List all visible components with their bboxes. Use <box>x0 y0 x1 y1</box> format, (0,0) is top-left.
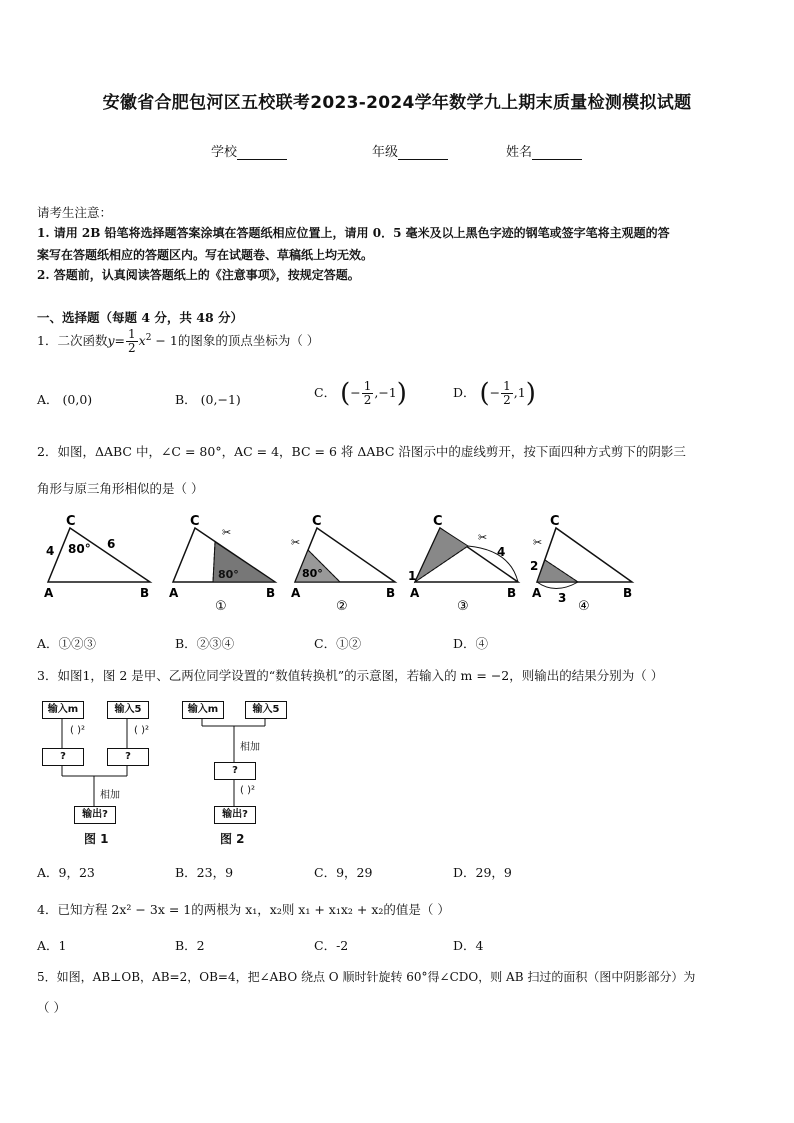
svg-text:A: A <box>169 586 179 600</box>
q1-option-b[interactable]: B． (0,−1) <box>175 392 241 407</box>
square-op: ( )² <box>240 785 255 796</box>
figure-2-caption: 图 2 <box>220 832 245 846</box>
question-2-line-2: 角形与原三角形相似的是（ ） <box>37 481 204 496</box>
input-m-box: 输入m <box>42 701 84 719</box>
input-5-box: 输入5 <box>107 701 149 719</box>
intermediate-box: ? <box>42 748 84 766</box>
svg-text:80°: 80° <box>302 567 323 580</box>
square-op: ( )² <box>70 725 85 736</box>
q3-option-a[interactable]: A．9，23 <box>37 865 95 880</box>
svg-text:2: 2 <box>530 559 539 573</box>
add-op: 相加 <box>100 790 120 801</box>
svg-text:C: C <box>433 514 443 529</box>
notice-item-1-line-1: 1. 请用 2B 铅笔将选择题答案涂填在答题纸相应位置上，请用 0．5 毫米及以上黑色字迹的钢笔或签字笔将主观题的答 <box>37 226 670 240</box>
input-m-box: 输入m <box>182 701 224 719</box>
vertex-c-label: C <box>66 514 76 529</box>
question-4: 4．已知方程 2x² − 3x = 1的两根为 x₁，x₂则 x₁ + x₁x₂ + x₂的值是（ ） <box>37 902 450 917</box>
svg-text:4: 4 <box>497 545 506 559</box>
svg-text:B: B <box>266 586 276 600</box>
name-field: 姓名 <box>506 141 582 160</box>
vertex-b-label: B <box>140 586 150 600</box>
school-field: 学校 <box>211 141 287 160</box>
svg-text:C: C <box>312 514 322 529</box>
figure-4-label: ④ <box>578 599 590 614</box>
q4-option-b[interactable]: B．2 <box>175 938 205 953</box>
q4-option-c[interactable]: C．-2 <box>314 938 349 953</box>
svg-text:B: B <box>623 586 633 600</box>
angle-label: 80° <box>68 542 91 556</box>
page-title: 安徽省合肥包河区五校联考2023-2024学年数学九上期末质量检测模拟试题 <box>102 93 692 113</box>
q2-option-c[interactable]: C．①② <box>314 636 362 651</box>
q2-option-b[interactable]: B．②③④ <box>175 636 235 651</box>
notice-item-1-line-2: 案写在答题纸相应的答题区内。写在试题卷、草稿纸上均无效。 <box>37 248 374 262</box>
svg-text:A: A <box>410 586 420 600</box>
q3-option-d[interactable]: D．29，9 <box>453 865 512 880</box>
svg-text:A: A <box>532 586 542 600</box>
scissors-icon: ✂ <box>291 536 301 549</box>
vertex-a-label: A <box>44 586 54 600</box>
question-5-line-1: 5．如图，AB⊥OB，AB=2，OB=4，把∠ABO 绕点 O 顺时针旋转 60°得∠CDO，则 AB 扫过的面积（图中阴影部分）为 <box>37 970 696 984</box>
scissors-icon: ✂ <box>478 531 488 544</box>
figure-2 <box>291 514 395 614</box>
name-blank[interactable] <box>532 145 582 160</box>
question-1: 1．二次函数y= $\frac{1}{2}$ $x^2 - 1$的图象的顶点坐标为（ ） <box>37 327 320 355</box>
original-triangle <box>44 514 150 600</box>
output-box: 输出? <box>74 806 116 824</box>
q2-option-d[interactable]: D．④ <box>453 636 489 651</box>
svg-text:1: 1 <box>408 569 417 583</box>
grade-field: 年级 <box>372 141 448 160</box>
figure-2-label: ② <box>336 599 348 614</box>
section-heading: 一、选择题（每题 4 分，共 48 分） <box>37 310 244 325</box>
scissors-icon: ✂ <box>222 526 232 539</box>
svg-text:C: C <box>190 514 200 529</box>
figure-1 <box>169 514 275 614</box>
intermediate-box: ? <box>107 748 149 766</box>
flowchart-figures <box>40 700 280 850</box>
intermediate-box: ? <box>214 762 256 780</box>
q1-option-c[interactable]: C． (− $\frac{1}{2}$ ,−1) <box>314 378 407 409</box>
fraction: $\frac{1}{2}$ <box>128 327 136 355</box>
question-3: 3．如图1，图 2 是甲、乙两位同学设置的“数值转换机”的示意图，若输入的 m = −2，则输出的结果分别为（ ） <box>37 668 664 683</box>
svg-text:B: B <box>507 586 517 600</box>
svg-text:C: C <box>550 514 560 529</box>
notice-item-2: 2. 答题前，认真阅读答题纸上的《注意事项》，按规定答题。 <box>37 268 360 282</box>
question-2-line-1: 2．如图，ΔABC 中，∠C = 80°，AC = 4，BC = 6 将 ΔABC 沿图示中的虚线剪开，按下面四种方式剪下的阴影三 <box>37 444 686 459</box>
q3-option-b[interactable]: B．23，9 <box>175 865 234 880</box>
output-box: 输出? <box>214 806 256 824</box>
scissors-icon: ✂ <box>533 536 543 549</box>
add-op: 相加 <box>240 742 260 753</box>
q1-option-a[interactable]: A． (0,0) <box>37 392 93 407</box>
school-blank[interactable] <box>237 145 287 160</box>
q4-option-d[interactable]: D．4 <box>453 938 484 953</box>
q3-option-c[interactable]: C．9，29 <box>314 865 373 880</box>
svg-text:A: A <box>291 586 301 600</box>
notice-heading: 请考生注意： <box>37 205 113 220</box>
input-5-box: 输入5 <box>245 701 287 719</box>
side-bc-label: 6 <box>107 537 116 551</box>
figure-3-label: ③ <box>457 599 469 614</box>
question-5-line-2: （ ） <box>37 1000 66 1015</box>
svg-text:3: 3 <box>558 591 567 605</box>
svg-text:80°: 80° <box>218 568 239 581</box>
triangle-figures <box>40 510 660 620</box>
figure-1-caption: 图 1 <box>84 832 109 846</box>
figure-3 <box>408 514 518 614</box>
svg-text:B: B <box>386 586 396 600</box>
q2-option-a[interactable]: A．①②③ <box>37 636 97 651</box>
square-op: ( )² <box>134 725 149 736</box>
side-ac-label: 4 <box>46 544 55 558</box>
grade-blank[interactable] <box>398 145 448 160</box>
q1-option-d[interactable]: D． (− $\frac{1}{2}$ ,1) <box>453 378 536 409</box>
figure-1-label: ① <box>215 599 227 614</box>
q4-option-a[interactable]: A．1 <box>37 938 67 953</box>
figure-4 <box>530 514 632 614</box>
